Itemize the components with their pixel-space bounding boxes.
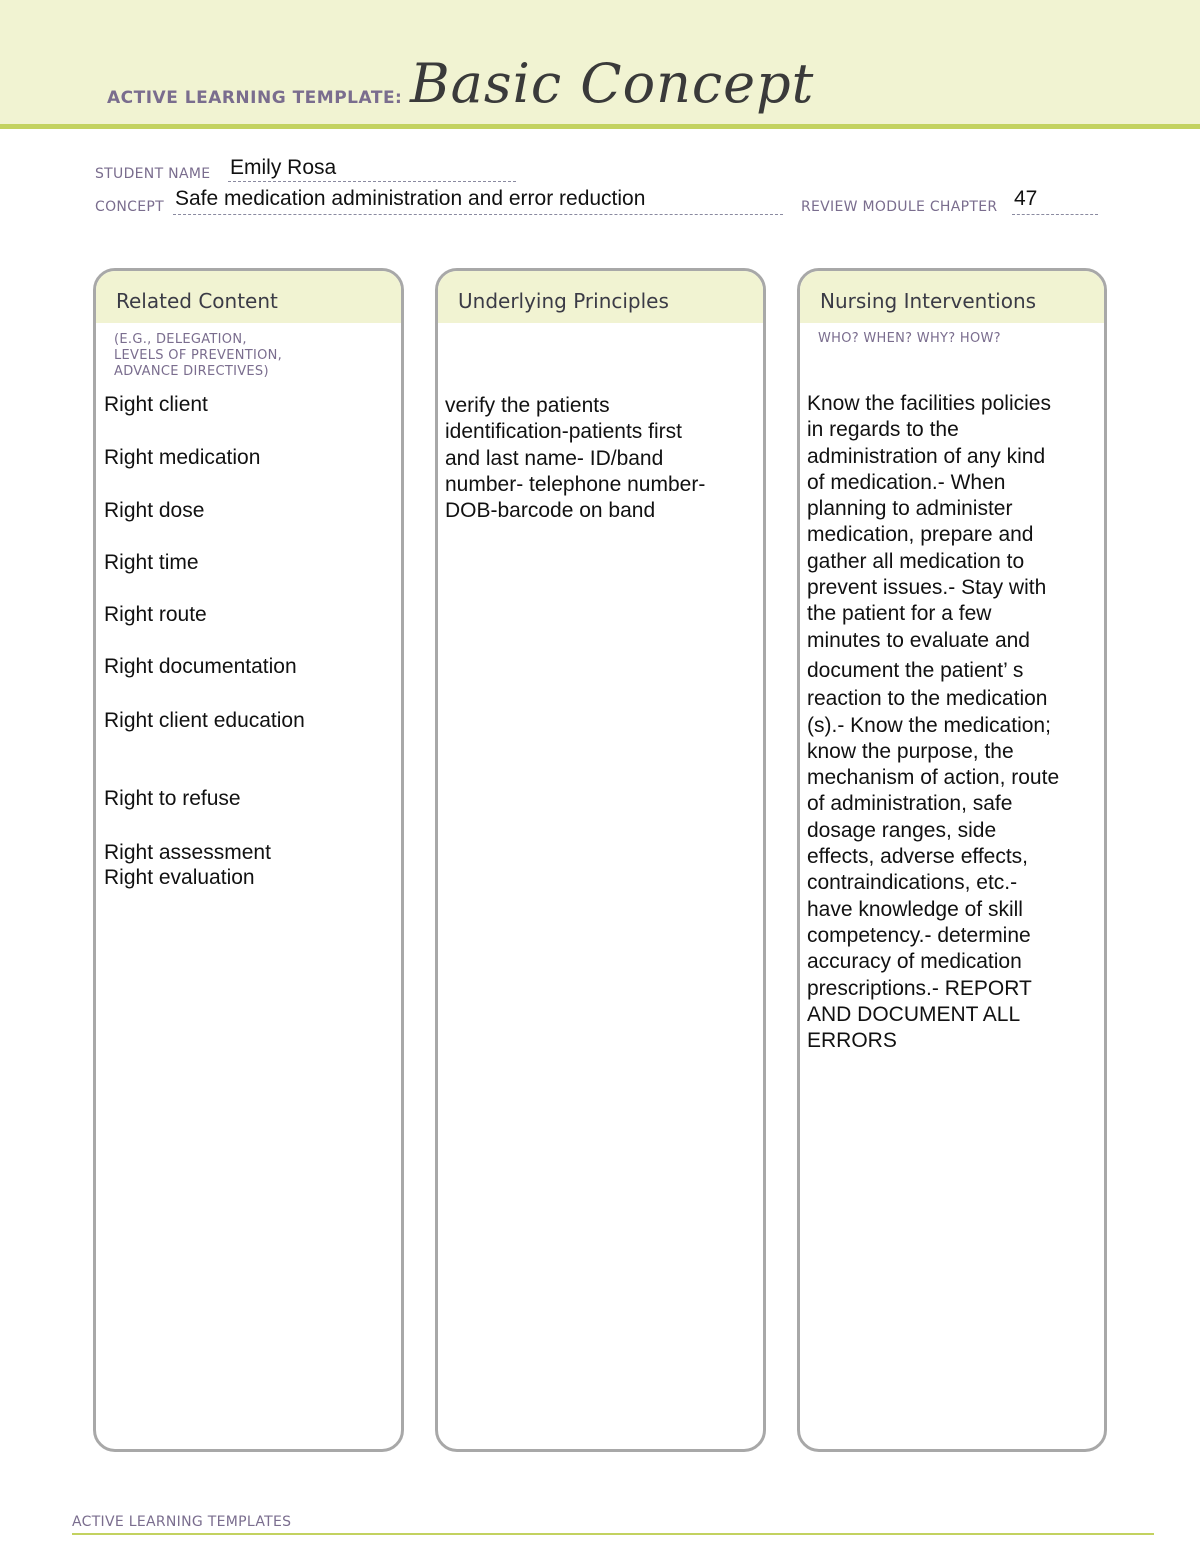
interventions-line: minutes to evaluate and bbox=[807, 628, 1030, 652]
principles-line: DOB-barcode on band bbox=[445, 499, 656, 523]
underlying-principles-panel bbox=[435, 268, 766, 1452]
related-item: Right to refuse bbox=[104, 787, 241, 810]
interventions-line: medication, prepare and bbox=[807, 523, 1034, 547]
related-content-title: Related Content bbox=[116, 289, 278, 313]
related-content-hint-line: ADVANCE DIRECTIVES) bbox=[114, 364, 269, 379]
interventions-line: effects, adverse effects, bbox=[807, 845, 1029, 869]
related-content-hint-line: LEVELS OF PREVENTION, bbox=[114, 348, 283, 363]
underlying-principles-text bbox=[445, 393, 705, 524]
interventions-line: reaction to the medication bbox=[807, 687, 1048, 711]
related-item: Right medication bbox=[104, 446, 261, 469]
principles-line: identification-patients first bbox=[445, 420, 682, 444]
interventions-line: in regards to the bbox=[807, 418, 959, 442]
interventions-line: Know the facilities policies bbox=[807, 392, 1051, 415]
related-item: Right dose bbox=[104, 499, 205, 522]
related-content-hint-line: (E.G., DELEGATION, bbox=[114, 332, 247, 347]
interventions-line: of administration, safe bbox=[807, 792, 1013, 816]
related-content-hint bbox=[114, 332, 282, 380]
concept-label: CONCEPT bbox=[95, 199, 164, 215]
related-content-panel bbox=[93, 268, 404, 1452]
nursing-interventions-hint: WHO? WHEN? WHY? HOW? bbox=[818, 331, 1001, 346]
interventions-line: dosage ranges, side bbox=[807, 818, 997, 842]
review-module-field[interactable]: 47 bbox=[1014, 187, 1038, 210]
student-name-line bbox=[228, 180, 516, 182]
review-module-line bbox=[1012, 213, 1098, 215]
interventions-line: document the patient’ s bbox=[807, 658, 1024, 682]
interventions-line: prevent issues.- Stay with bbox=[807, 576, 1047, 600]
interventions-line: contraindications, etc.- bbox=[807, 871, 1018, 895]
related-item: Right documentation bbox=[104, 655, 297, 678]
interventions-line: AND DOCUMENT ALL bbox=[807, 1002, 1021, 1026]
footer-label: ACTIVE LEARNING TEMPLATES bbox=[72, 1514, 292, 1530]
template-label: ACTIVE LEARNING TEMPLATE: bbox=[107, 88, 403, 108]
related-item: Right client bbox=[104, 393, 208, 416]
interventions-line: know the purpose, the bbox=[807, 739, 1014, 763]
underlying-principles-title: Underlying Principles bbox=[458, 289, 669, 313]
related-item: Right client education bbox=[104, 709, 305, 732]
related-item: Right evaluation bbox=[104, 866, 255, 889]
concept-line bbox=[173, 213, 783, 215]
interventions-line: have knowledge of skill bbox=[807, 897, 1023, 921]
principles-line: and last name- ID/band bbox=[445, 446, 664, 470]
interventions-line: ERRORS bbox=[807, 1029, 897, 1053]
nursing-interventions-text bbox=[807, 391, 1059, 1054]
student-name-label: STUDENT NAME bbox=[95, 166, 211, 182]
interventions-line: prescriptions.- REPORT bbox=[807, 976, 1032, 1000]
principles-line: number- telephone number- bbox=[445, 472, 706, 496]
interventions-line: the patient for a few bbox=[807, 602, 992, 626]
interventions-line: mechanism of action, route bbox=[807, 766, 1060, 790]
principles-line: verify the patients bbox=[445, 394, 610, 417]
interventions-line: planning to administer bbox=[807, 497, 1013, 521]
concept-field[interactable]: Safe medication administration and error reduction bbox=[175, 187, 646, 210]
related-item: Right time bbox=[104, 551, 199, 574]
header-divider bbox=[0, 124, 1200, 129]
interventions-line: of medication.- When bbox=[807, 470, 1006, 494]
interventions-line: administration of any kind bbox=[807, 444, 1046, 468]
review-module-label: REVIEW MODULE CHAPTER bbox=[801, 199, 998, 215]
page-title: Basic Concept bbox=[410, 52, 815, 115]
nursing-interventions-panel bbox=[797, 268, 1107, 1452]
interventions-line: (s).- Know the medication; bbox=[807, 713, 1051, 737]
interventions-line: gather all medication to bbox=[807, 549, 1025, 573]
related-item: Right route bbox=[104, 603, 207, 626]
nursing-interventions-title: Nursing Interventions bbox=[820, 289, 1037, 313]
interventions-line: competency.- determine bbox=[807, 923, 1031, 947]
related-item: Right assessment bbox=[104, 841, 271, 864]
student-name-field[interactable]: Emily Rosa bbox=[230, 156, 337, 179]
interventions-line: accuracy of medication bbox=[807, 950, 1022, 974]
footer-divider bbox=[72, 1533, 1154, 1535]
